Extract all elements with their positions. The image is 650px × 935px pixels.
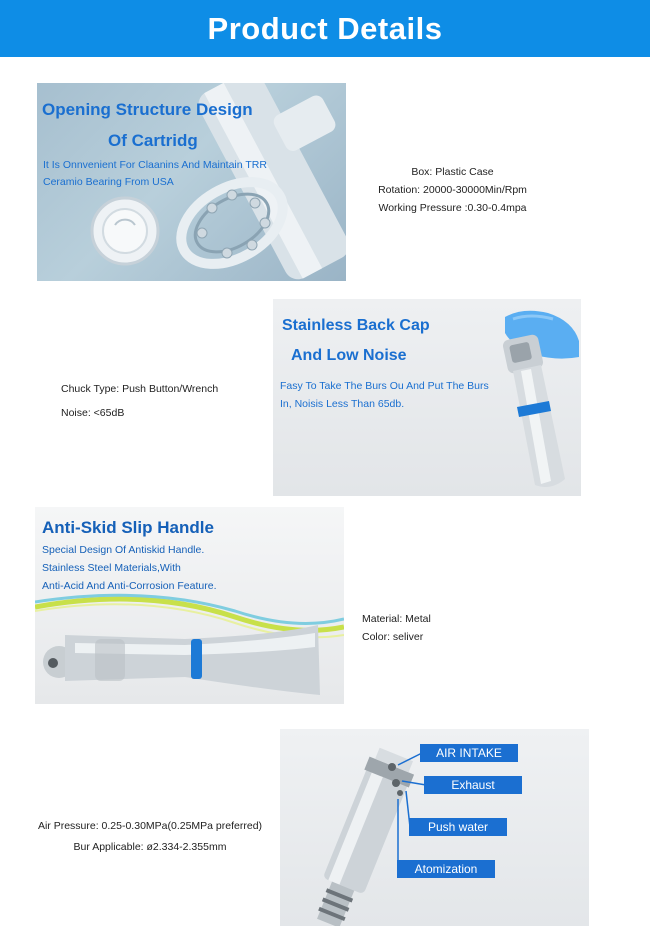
spec-rotation: Rotation: 20000-30000Min/Rpm xyxy=(378,184,527,196)
cartridge-title-line1: Opening Structure Design xyxy=(42,100,253,119)
back-cap-title-line2: And Low Noise xyxy=(291,347,407,364)
spec-block-2 xyxy=(61,377,218,425)
spec-block-4 xyxy=(24,816,276,858)
cartridge-title-line2: Of Cartridg xyxy=(108,131,198,150)
cartridge-desc-line2: Ceramio Bearing From USA xyxy=(43,176,174,188)
page-title: Product Details xyxy=(207,10,443,46)
spec-air-pressure: Air Pressure: 0.25-0.30MPa(0.25MPa preferred) xyxy=(37,820,263,832)
page-header xyxy=(0,0,650,57)
spec-block-1 xyxy=(370,163,535,217)
cartridge-desc-line1: It Is Onnvenient For Claanins And Maintain TRR xyxy=(43,159,267,171)
anti-skid-image-panel xyxy=(35,507,344,704)
spec-box: Box: Plastic Case xyxy=(411,166,494,178)
back-cap-desc-line2: In, Noisis Less Than 65db. xyxy=(280,398,405,410)
spec-noise: Noise: <65dB xyxy=(61,407,125,419)
spec-chuck-type: Chuck Type: Push Button/Wrench xyxy=(61,383,219,395)
spec-material: Material: Metal xyxy=(362,613,431,625)
anti-skid-desc-line1: Special Design Of Antiskid Handle. xyxy=(42,544,205,556)
air-motor-image-panel xyxy=(280,729,589,926)
back-cap-desc-line1: Fasy To Take The Burs Ou And Put The Burs xyxy=(280,380,489,392)
spec-bur-applicable: Bur Applicable: ø2.334-2.355mm xyxy=(73,841,227,853)
spec-block-3 xyxy=(362,610,431,646)
spec-working-pressure: Working Pressure :0.30-0.4mpa xyxy=(378,202,527,214)
anti-skid-desc-line3: Anti-Acid And Anti-Corrosion Feature. xyxy=(42,580,217,592)
label-air-intake: AIR INTAKE xyxy=(420,744,518,762)
cartridge-image-panel xyxy=(37,83,346,281)
label-push-water: Push water xyxy=(409,818,507,836)
anti-skid-title: Anti-Skid Slip Handle xyxy=(42,518,214,537)
anti-skid-desc-line2: Stainless Steel Materials,With xyxy=(42,562,181,574)
back-cap-image-panel xyxy=(273,299,581,496)
back-cap-title-line1: Stainless Back Cap xyxy=(282,317,430,334)
label-exhaust: Exhaust xyxy=(424,776,522,794)
spec-color: Color: seliver xyxy=(362,631,424,643)
label-atomization: Atomization xyxy=(397,860,495,878)
